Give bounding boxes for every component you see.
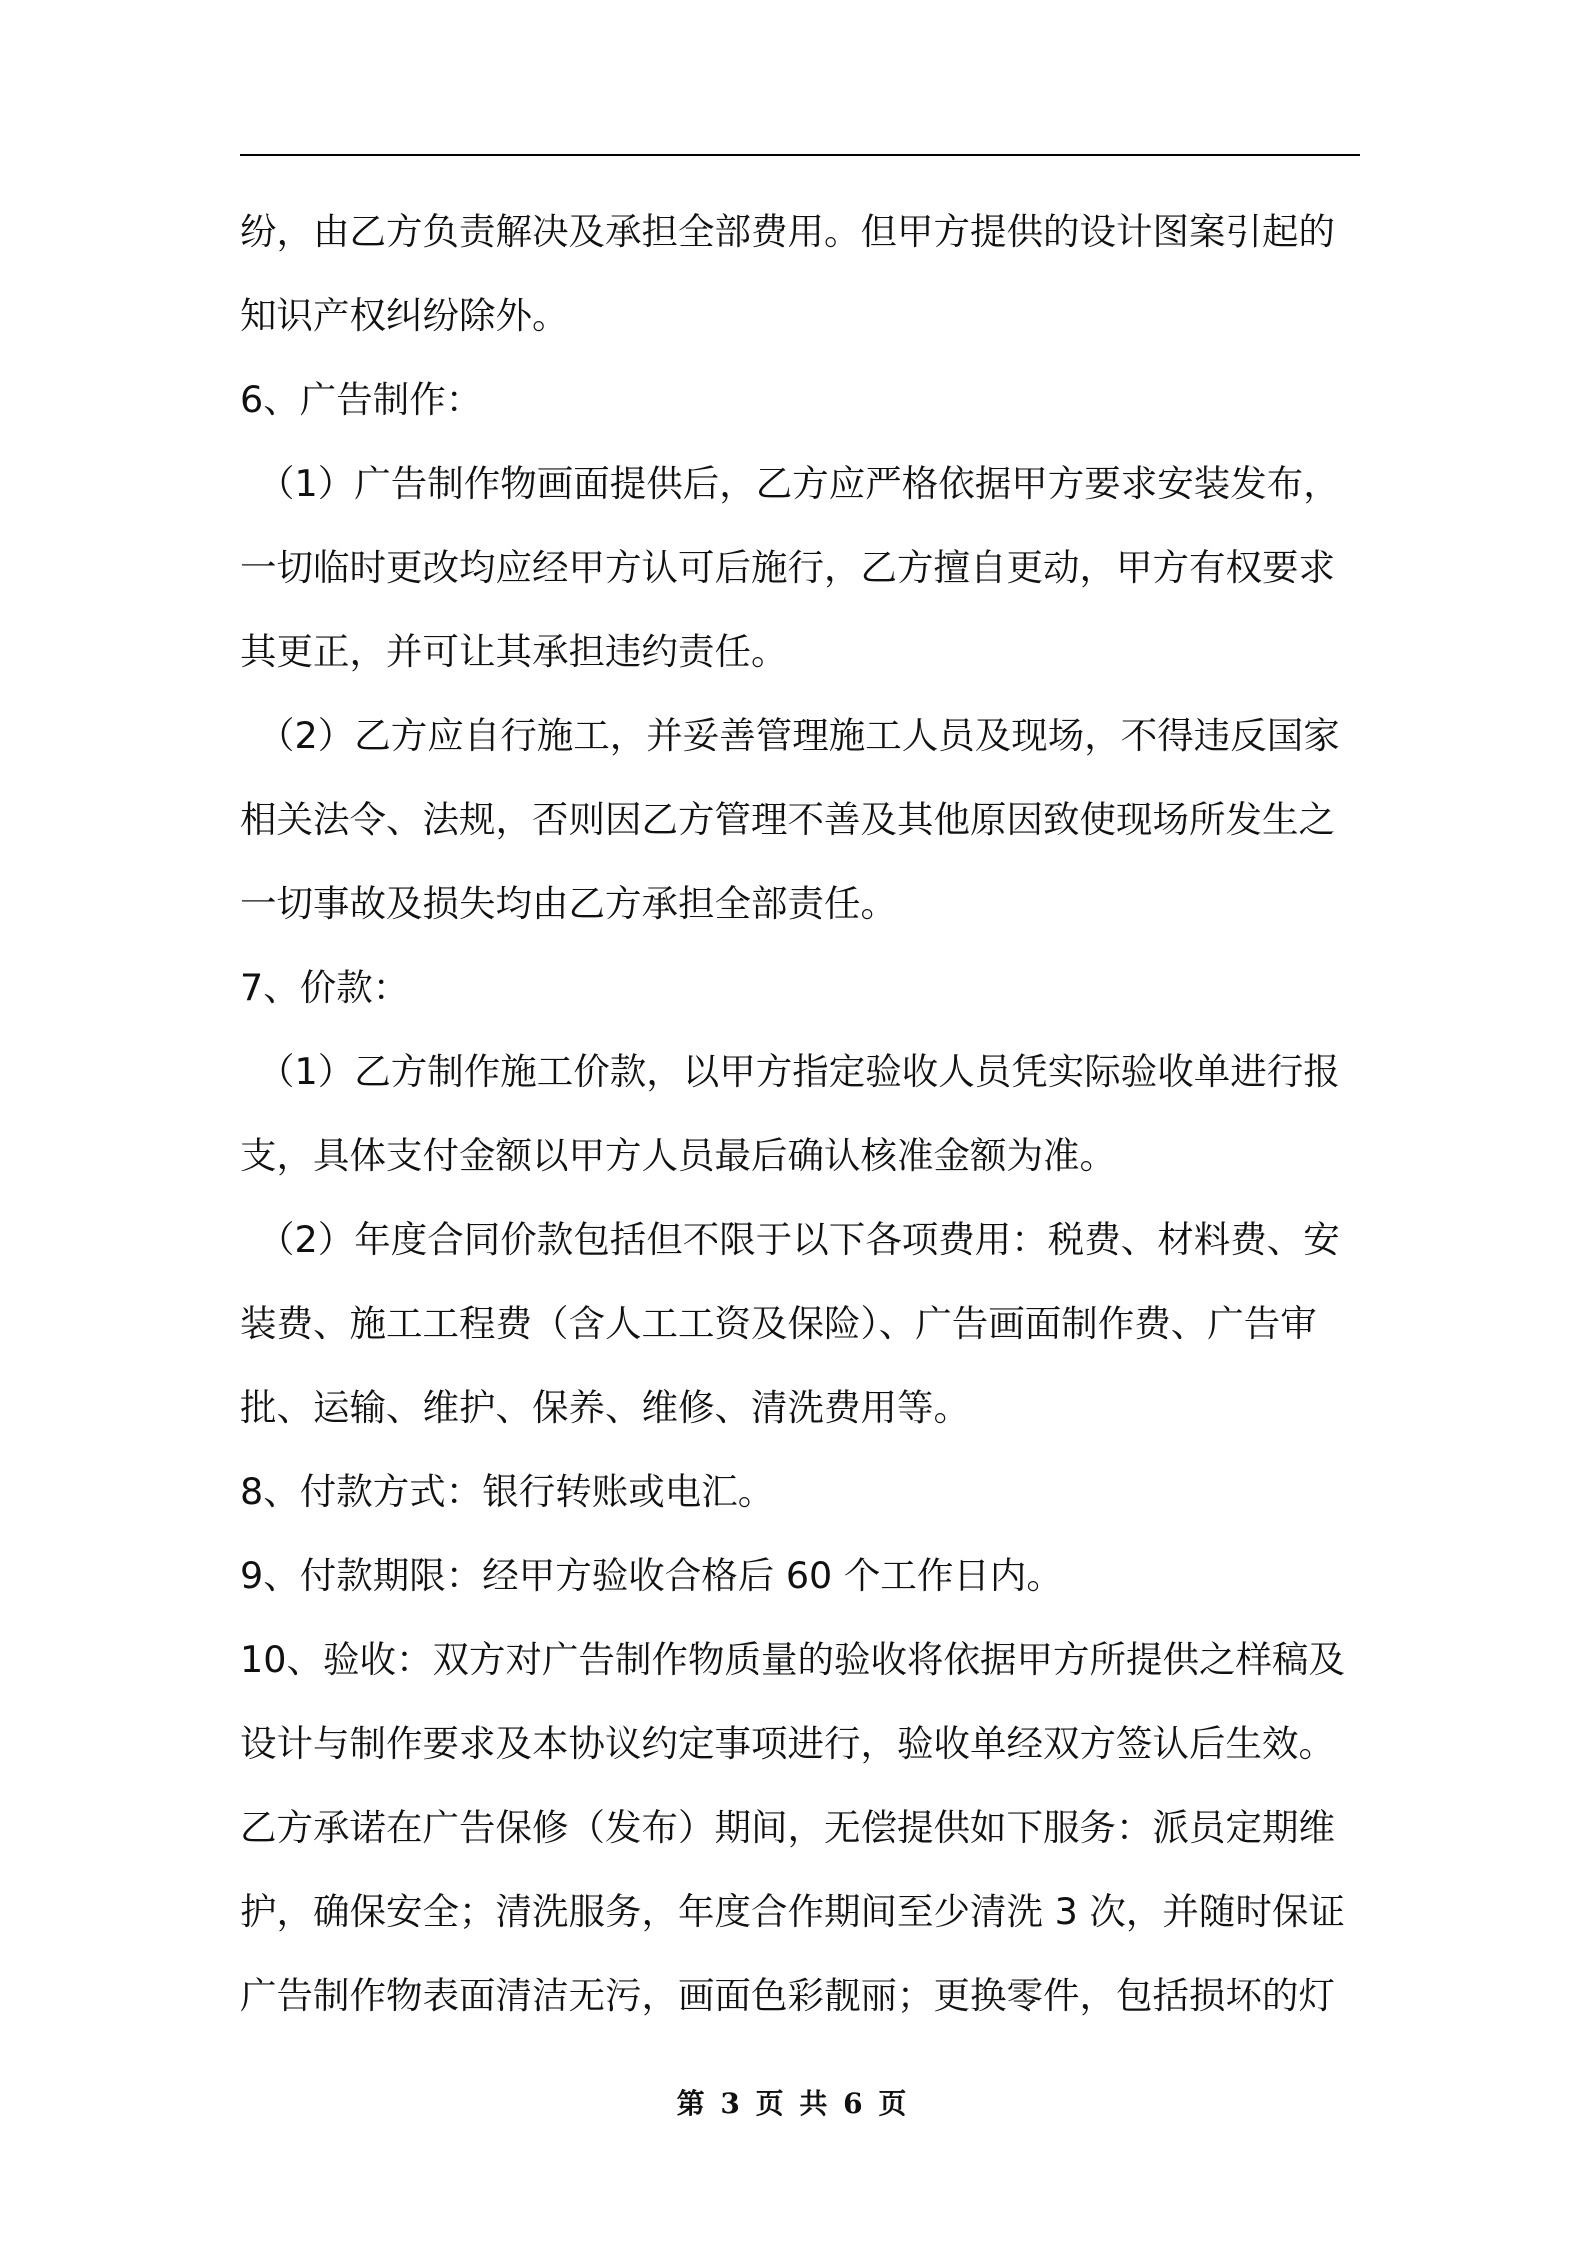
text-line: 支，具体支付金额以甲方人员最后确认核准金额为准。 [240,1134,1116,1177]
text-line: 纷，由乙方负责解决及承担全部费用。但甲方提供的设计图案引起的 [240,210,1335,253]
text-line: 一切事故及损失均由乙方承担全部责任。 [240,882,897,925]
text-line: 乙方承诺在广告保修（发布）期间，无偿提供如下服务：派员定期维 [240,1806,1335,1849]
header-rule [240,154,1360,156]
text-line: 其更正，并可让其承担违约责任。 [240,630,788,673]
text-line: 广告制作物表面清洁无污，画面色彩靓丽；更换零件，包括损坏的灯 [240,1974,1335,2017]
text-line: （1）乙方制作施工价款，以甲方指定验收人员凭实际验收单进行报 [258,1050,1340,1093]
section-heading-9: 9、付款期限：经甲方验收合格后 60 个工作日内。 [240,1554,1063,1597]
text-line: （2）年度合同价款包括但不限于以下各项费用：税费、材料费、安 [258,1218,1340,1261]
text-line: 一切临时更改均应经甲方认可后施行，乙方擅自更动，甲方有权要求 [240,546,1335,589]
text-line: （1）广告制作物画面提供后，乙方应严格依据甲方要求安装发布， [258,462,1340,505]
section-heading-6: 6、广告制作： [240,378,483,421]
text-line: 装费、施工工程费（含人工工资及保险）、广告画面制作费、广告审 [240,1302,1317,1345]
text-line: 相关法令、法规，否则因乙方管理不善及其他原因致使现场所发生之 [240,798,1335,841]
section-heading-7: 7、价款： [240,966,410,1009]
section-heading-10: 10、验收：双方对广告制作物质量的验收将依据甲方所提供之样稿及 [240,1638,1345,1681]
text-line: 知识产权纠纷除外。 [240,294,569,337]
text-line: 护，确保安全；清洗服务，年度合作期间至少清洗 3 次，并随时保证 [240,1890,1345,1933]
text-line: 设计与制作要求及本协议约定事项进行，验收单经双方签认后生效。 [240,1722,1335,1765]
section-heading-8: 8、付款方式：银行转账或电汇。 [240,1470,775,1513]
page-number-footer: 第 3 页 共 6 页 [676,2087,910,2120]
text-line: （2）乙方应自行施工，并妥善管理施工人员及现场，不得违反国家 [258,714,1340,757]
text-line: 批、运输、维护、保养、维修、清洗费用等。 [240,1386,970,1429]
document-body [240,190,1360,2038]
